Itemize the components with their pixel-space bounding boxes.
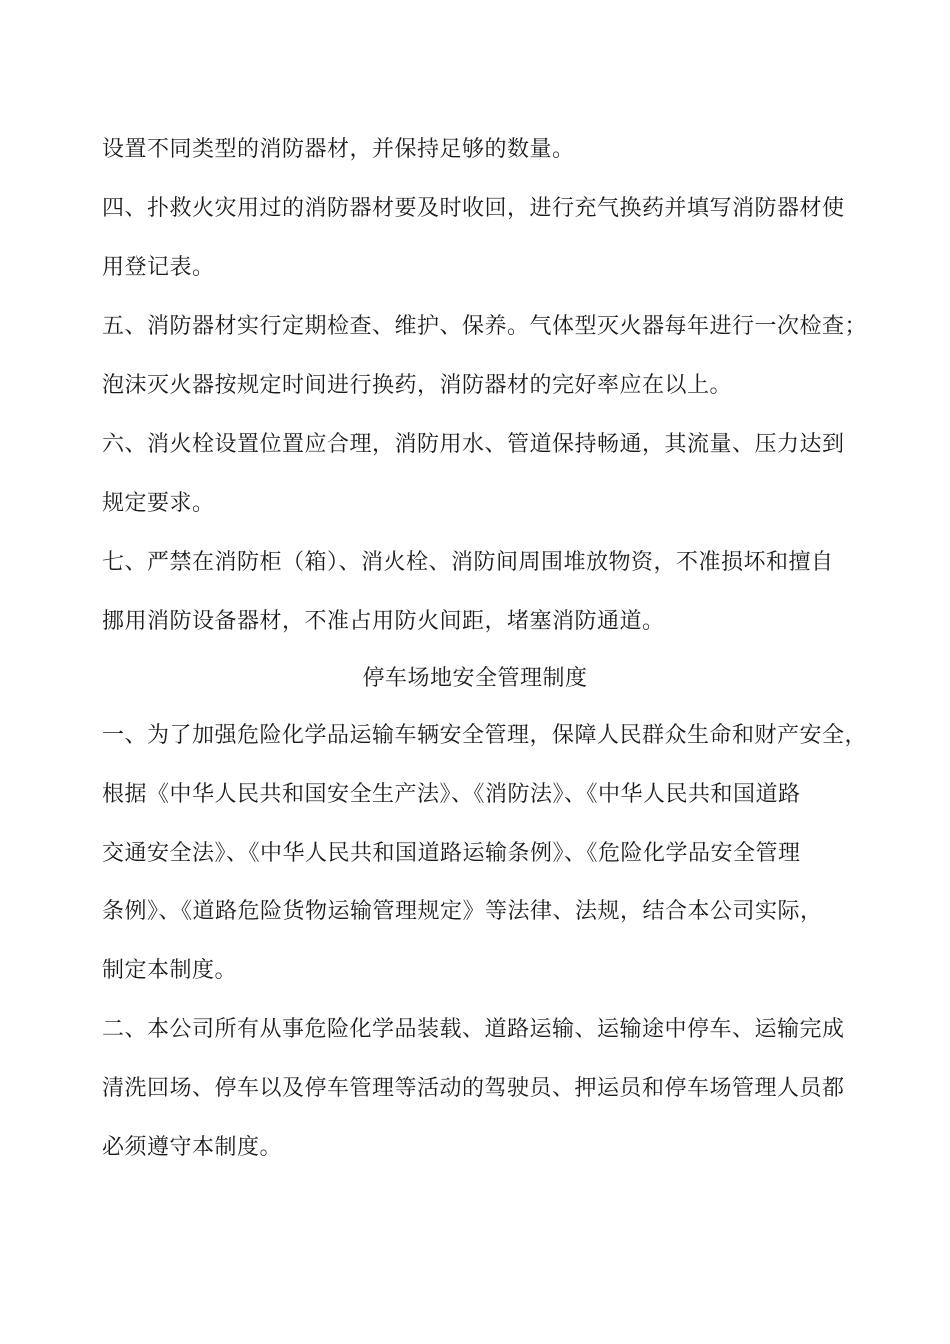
paragraph-line: 用登记表。 xyxy=(102,255,215,280)
paragraph-line: 泡沫灭火器按规定时间进行换药，消防器材的完好率应在以上。 xyxy=(102,373,733,398)
paragraph-line: 根据《中华人民共和国安全生产法》、《消防法》、《中华人民共和国道路 xyxy=(102,782,801,807)
section-heading: 停车场地安全管理制度 xyxy=(362,666,588,691)
paragraph-line: 必须遵守本制度。 xyxy=(102,1135,283,1160)
paragraph-line: 清洗回场、停车以及停车管理等活动的驾驶员、押运员和停车场管理人员都 xyxy=(102,1076,845,1101)
paragraph-line: 条例》、《道路危险货物运输管理规定》等法律、法规，结合本公司实际， xyxy=(102,899,823,924)
paragraph-line: 交通安全法》、《中华人民共和国道路运输条例》、《危险化学品安全管理 xyxy=(102,841,801,866)
paragraph-line: 六、消火栓设置位置应合理，消防用水、管道保持畅通，其流量、压力达到 xyxy=(102,432,845,457)
paragraph-line: 四、扑救火灾用过的消防器材要及时收回，进行充气换药并填写消防器材使 xyxy=(102,196,845,221)
paragraph-line: 七、严禁在消防柜（箱）、消火栓、消防间周围堆放物资，不准损坏和擅自 xyxy=(102,550,834,575)
paragraph-line: 二、本公司所有从事危险化学品装载、道路运输、运输途中停车、运输完成 xyxy=(102,1017,845,1042)
paragraph-line: 设置不同类型的消防器材，并保持足够的数量。 xyxy=(102,137,575,162)
paragraph-line: 规定要求。 xyxy=(102,491,215,516)
paragraph-line: 一、为了加强危险化学品运输车辆安全管理，保障人民群众生命和财产安全， xyxy=(102,723,868,748)
paragraph-line: 挪用消防设备器材，不准占用防火间距，堵塞消防通道。 xyxy=(102,609,665,634)
paragraph-line: 制定本制度。 xyxy=(102,958,238,983)
paragraph-line: 五、消防器材实行定期检查、维护、保养。气体型灭火器每年进行一次检查； xyxy=(102,314,868,339)
